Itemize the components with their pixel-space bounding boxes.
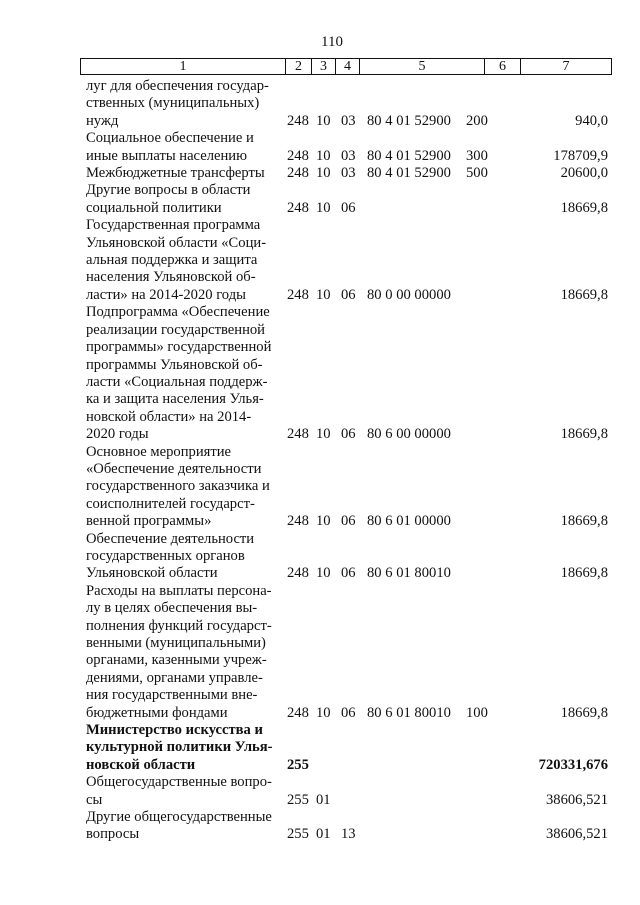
table-row <box>0 774 640 809</box>
row-target-code: 80 6 01 80010 <box>367 704 451 721</box>
header-col-3: 3 <box>312 59 336 74</box>
row-name-line: Министерство искусства и <box>86 722 263 739</box>
table-row <box>0 217 640 304</box>
row-section-code: 10 <box>316 112 331 129</box>
row-admin-code: 248 <box>287 513 309 530</box>
table-row <box>0 809 640 844</box>
row-subsection-code: 06 <box>341 704 356 721</box>
row-target-code: 80 6 01 80010 <box>367 565 451 582</box>
row-amount: 20600,0 <box>560 165 608 182</box>
row-name-line: лу в целях обеспечения вы- <box>86 600 258 617</box>
row-name-line: «Обеспечение деятельности <box>86 460 262 477</box>
row-amount: 18669,8 <box>560 513 608 530</box>
row-name-line: бюджетными фондами <box>86 704 228 721</box>
row-name-line: реализации государственной <box>86 321 265 338</box>
row-subsection-code: 13 <box>341 826 356 843</box>
row-amount: 178709,9 <box>553 147 608 164</box>
table-row <box>0 304 640 443</box>
row-name-line: государственного заказчика и <box>86 478 270 495</box>
row-amount: 18669,8 <box>560 199 608 216</box>
row-target-code: 80 4 01 52900 <box>367 165 451 182</box>
row-subsection-code: 06 <box>341 426 356 443</box>
budget-table-body <box>0 78 640 844</box>
row-section-code: 10 <box>316 199 331 216</box>
row-name-line: Общегосударственные вопро- <box>86 774 272 791</box>
row-name-line: альная поддержка и защита <box>86 252 258 269</box>
row-name-line: органами, казенными учреж- <box>86 652 267 669</box>
row-name-line: Расходы на выплаты персона- <box>86 582 272 599</box>
row-name-line: иные выплаты населению <box>86 147 247 164</box>
row-name-line: Ульяновской области «Соци- <box>86 234 267 251</box>
row-subsection-code: 03 <box>341 112 356 129</box>
row-amount: 18669,8 <box>560 426 608 443</box>
row-subsection-code: 06 <box>341 513 356 530</box>
row-name-line: полнения функций государст- <box>86 617 272 634</box>
row-section-code: 10 <box>316 165 331 182</box>
row-section-code: 10 <box>316 513 331 530</box>
row-name-line: вопросы <box>86 826 140 843</box>
header-col-7: 7 <box>562 59 570 74</box>
row-amount: 940,0 <box>575 112 608 129</box>
header-col-6: 6 <box>485 59 521 74</box>
row-amount: 18669,8 <box>560 565 608 582</box>
row-name-line: государственных органов <box>86 547 245 564</box>
table-row <box>0 531 640 583</box>
row-amount: 18669,8 <box>560 286 608 303</box>
row-admin-code: 248 <box>287 286 309 303</box>
row-name <box>86 182 279 217</box>
row-name-line: Основное мероприятие <box>86 443 232 460</box>
row-name-line: луг для обеспечения государ- <box>86 78 269 94</box>
row-target-code: 80 0 00 00000 <box>367 286 451 303</box>
row-name <box>86 217 279 304</box>
row-name-line: сы <box>86 791 103 808</box>
row-admin-code: 255 <box>287 826 309 843</box>
row-name-line: культурной политики Улья- <box>86 739 273 756</box>
row-subsection-code: 03 <box>341 147 356 164</box>
row-name <box>86 304 279 443</box>
row-amount: 720331,676 <box>538 756 608 773</box>
table-row <box>0 78 640 130</box>
row-name-line: Ульяновской области <box>86 565 218 582</box>
row-admin-code: 248 <box>287 426 309 443</box>
row-name-line: программы Ульяновской об- <box>86 356 263 373</box>
row-amount: 18669,8 <box>560 704 608 721</box>
row-amount: 38606,521 <box>545 826 608 843</box>
row-name-line: Государственная программа <box>86 217 261 234</box>
row-name <box>86 78 279 130</box>
row-section-code: 10 <box>316 147 331 164</box>
header-col-5: 5 <box>360 59 485 74</box>
row-expense-kind: 100 <box>466 704 488 721</box>
row-target-code: 80 6 01 00000 <box>367 513 451 530</box>
row-expense-kind: 500 <box>466 165 488 182</box>
table-row <box>0 722 640 774</box>
row-name-line: Другие вопросы в области <box>86 182 251 199</box>
header-col-4: 4 <box>336 59 360 74</box>
row-name <box>86 583 279 722</box>
table-row <box>0 444 640 531</box>
row-name <box>86 774 279 809</box>
row-name-line: Обеспечение деятельности <box>86 530 255 547</box>
row-name-line: ния государственными вне- <box>86 687 258 704</box>
page-number: 110 <box>321 34 343 50</box>
row-admin-code: 248 <box>287 199 309 216</box>
row-subsection-code: 06 <box>341 199 356 216</box>
row-subsection-code: 06 <box>341 565 356 582</box>
row-name-line: социальной политики <box>86 199 222 216</box>
row-expense-kind: 200 <box>466 112 488 129</box>
table-row <box>0 130 640 165</box>
row-amount: 38606,521 <box>545 791 608 808</box>
row-admin-code: 255 <box>287 756 309 773</box>
row-name-line: новской области» на 2014- <box>86 408 252 425</box>
row-name <box>86 722 279 774</box>
row-section-code: 10 <box>316 426 331 443</box>
row-name <box>86 165 279 182</box>
row-admin-code: 248 <box>287 165 309 182</box>
row-section-code: 10 <box>316 704 331 721</box>
table-row <box>0 165 640 182</box>
row-name-line: венной программы» <box>86 513 212 530</box>
row-name <box>86 130 279 165</box>
row-name-line: новской области <box>86 756 196 773</box>
row-name <box>86 444 279 531</box>
header-col-2: 2 <box>286 59 312 74</box>
row-admin-code: 248 <box>287 565 309 582</box>
row-target-code: 80 4 01 52900 <box>367 112 451 129</box>
row-name-line: венными (муниципальными) <box>86 635 266 651</box>
row-name-line: соисполнителей государст- <box>86 495 255 512</box>
row-admin-code: 255 <box>287 791 309 808</box>
row-name-line: ственных (муниципальных) <box>86 95 260 112</box>
row-target-code: 80 4 01 52900 <box>367 147 451 164</box>
row-name-line: дениями, органами управле- <box>86 669 263 686</box>
row-name-line: нужд <box>86 112 119 129</box>
row-name <box>86 531 279 583</box>
row-name-line: Социальное обеспечение и <box>86 130 254 147</box>
table-header <box>80 58 612 75</box>
row-expense-kind: 300 <box>466 147 488 164</box>
row-subsection-code: 03 <box>341 165 356 182</box>
table-row <box>0 182 640 217</box>
row-name-line: 2020 годы <box>86 426 149 443</box>
row-name-line: ка и защита населения Улья- <box>86 391 264 408</box>
row-name-line: Межбюджетные трансферты <box>86 165 265 182</box>
row-section-code: 01 <box>316 791 331 808</box>
header-col-1: 1 <box>81 59 286 74</box>
row-admin-code: 248 <box>287 147 309 164</box>
row-name-line: программы» государственной <box>86 339 272 356</box>
row-section-code: 10 <box>316 286 331 303</box>
row-name-line: Другие общегосударственные <box>86 809 272 826</box>
row-section-code: 01 <box>316 826 331 843</box>
row-target-code: 80 6 00 00000 <box>367 426 451 443</box>
row-admin-code: 248 <box>287 704 309 721</box>
row-name-line: Подпрограмма «Обеспечение <box>86 304 270 321</box>
row-admin-code: 248 <box>287 112 309 129</box>
row-name-line: ласти «Социальная поддерж- <box>86 373 268 390</box>
row-section-code: 10 <box>316 565 331 582</box>
row-subsection-code: 06 <box>341 286 356 303</box>
row-name-line: ласти» на 2014-2020 годы <box>86 286 246 303</box>
row-name <box>86 809 279 844</box>
table-row <box>0 583 640 722</box>
row-name-line: населения Ульяновской об- <box>86 269 256 286</box>
